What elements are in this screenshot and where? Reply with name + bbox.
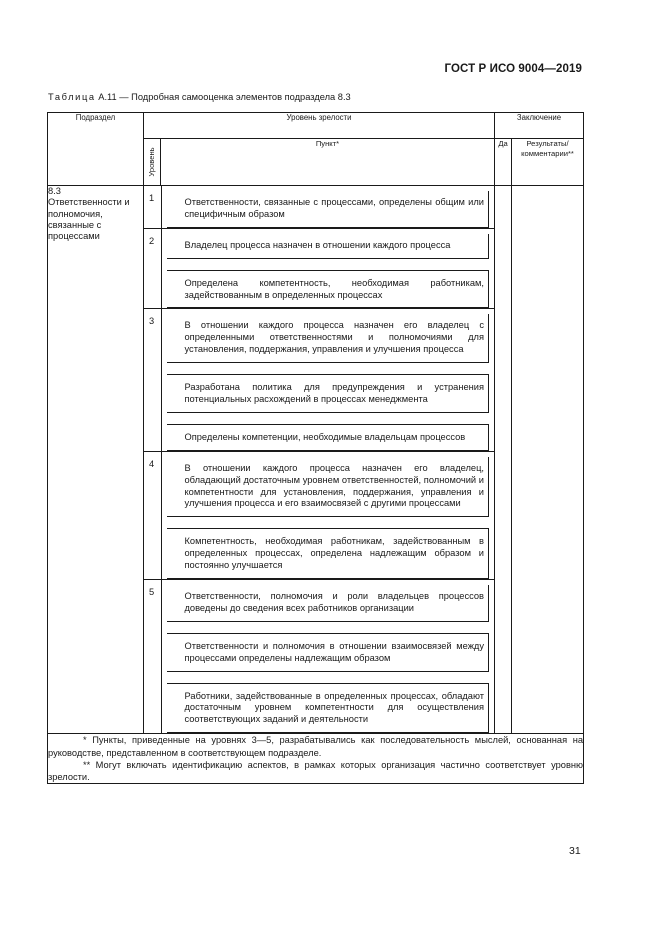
maturity-item: В отношении каждого процесса назначен его владелец с определенными ответственностями и полномочиями для установления, поддержания, управления и улучшения процесса: [167, 314, 490, 363]
caption-label: Таблица: [48, 92, 96, 102]
levels-grid: [144, 186, 494, 733]
header-row-1: [48, 113, 584, 139]
body-row: [48, 186, 584, 734]
subsection-title: Ответственности и полномочия, связанные с процессами: [48, 197, 130, 242]
subsection-cell: [48, 186, 144, 734]
maturity-item: Ответственности, полномочия и роли владельцев процессов доведены до сведения всех работников организации: [167, 585, 490, 622]
maturity-item: Компетентность, необходимая работникам, задействованным в определенных процессах, определена надлежащим образом и постоянно улучшается: [167, 528, 490, 579]
level-2-item-row: [144, 265, 494, 309]
levels-container: [144, 186, 495, 734]
maturity-item: Работники, задействованные в определенных процессах, обладают достаточным уровнем компетентности для осуществления соответствующих заданий и деятельности: [167, 683, 490, 734]
footnote-2: ** Могут включать идентификацию аспектов, в рамках которых организация частично соответствует уровню зрелости.: [48, 759, 584, 783]
maturity-item: Ответственности, связанные с процессами, определены общим или специфичным образом: [167, 191, 490, 228]
maturity-item: В отношении каждого процесса назначен его владелец, обладающий достаточным уровнем ответственностей, полномочий и компетентности для установления, поддержания, управления и улучшения процесса и его взаимосвязей с другими процессами: [167, 457, 490, 518]
level-3-item-row: [144, 309, 494, 369]
level-3-item-row: [144, 419, 494, 451]
level-number: 4: [144, 451, 161, 579]
footnote-1: * Пункты, приведенные на уровнях 3—5, разрабатывались как последовательность мыслей, основанная на руководстве, представленном в соответствующем подразделе.: [48, 735, 584, 758]
caption-title: — Подробная самооценка элементов подраздела 8.3: [119, 92, 351, 102]
footnotes-row: [48, 734, 584, 784]
level-3-item-row: [144, 369, 494, 419]
header-results: Результаты/ комментарии**: [512, 139, 584, 186]
maturity-item: Определена компетентность, необходимая работникам, задействованным в определенных процессах: [167, 270, 490, 309]
header-conclusion: Заключение: [495, 113, 584, 139]
caption-number: А.11: [98, 92, 117, 102]
footnotes-cell: [48, 734, 584, 784]
table-caption: [48, 92, 351, 102]
level-2-item-row: [144, 228, 494, 264]
level-4-item-row: [144, 523, 494, 579]
level-5-item-row: [144, 628, 494, 678]
level-5-item-row: [144, 678, 494, 734]
level-4-item-row: [144, 451, 494, 523]
level-5-item-row: [144, 580, 494, 628]
header-item: Пункт*: [161, 139, 495, 186]
level-1-item-row: [144, 186, 494, 228]
level-number: 2: [144, 228, 161, 309]
header-subsection: Подраздел: [48, 113, 144, 186]
maturity-item: Владелец процесса назначен в отношении каждого процесса: [167, 234, 490, 259]
level-number: 3: [144, 309, 161, 451]
maturity-item: Разработана политика для предупреждения и устранения потенциальных расхождений в процессах менеджмента: [167, 374, 490, 413]
level-number: 1: [144, 186, 161, 228]
maturity-item: Ответственности и полномочия в отношении взаимосвязей между процессами определены надлежащим образом: [167, 633, 490, 672]
level-number: 5: [144, 580, 161, 734]
page-number: 31: [569, 845, 581, 857]
header-maturity-level: Уровень зрелости: [144, 113, 495, 139]
results-cell: [512, 186, 584, 734]
self-assessment-table: [47, 112, 584, 784]
subsection-number: 8.3: [48, 186, 61, 196]
maturity-item: Определены компетенции, необходимые владельцам процессов: [167, 424, 490, 451]
yes-cell: [495, 186, 512, 734]
standard-designation: ГОСТ Р ИСО 9004—2019: [444, 63, 582, 75]
header-level: Уровень: [144, 139, 161, 186]
header-yes: Да: [495, 139, 512, 186]
